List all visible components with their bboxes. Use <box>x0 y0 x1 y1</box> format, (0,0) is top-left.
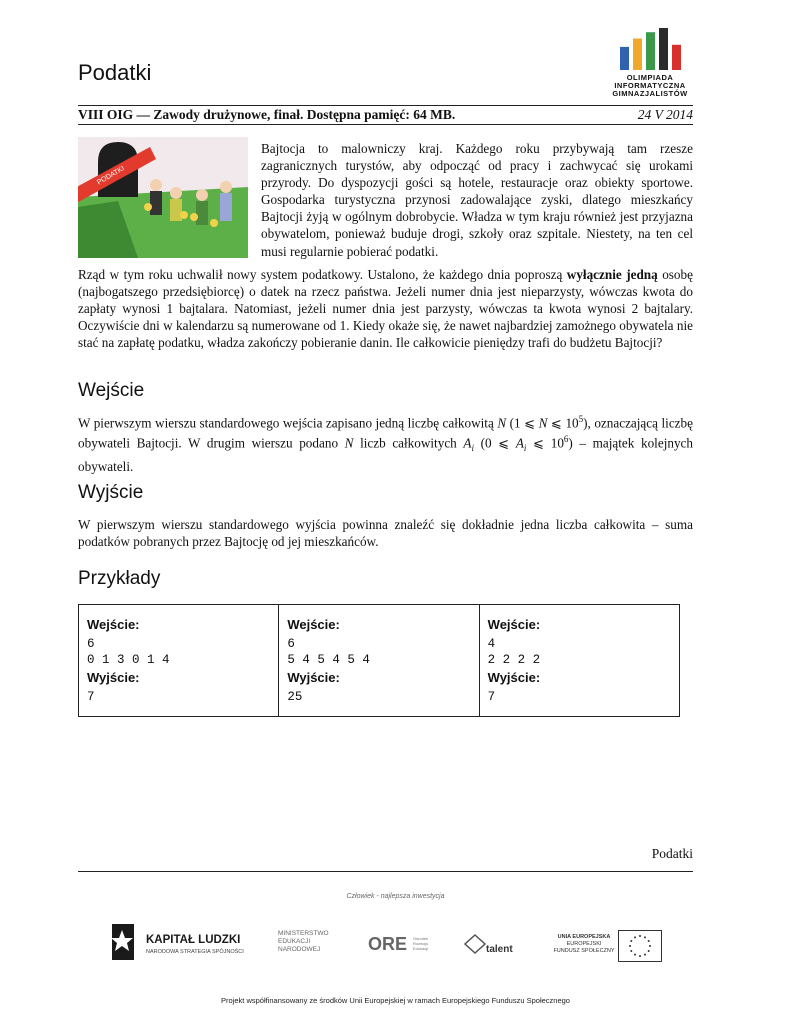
eu-star <box>648 940 650 942</box>
story-p2-after: osobę (najbogatszego przedsiębiorcę) o datek na rzecz państwa. Jeżeli numer dnia jest nieparzysty, wówczas kwota do zapłaty wynosi 1 bajtalara. Natomiast, jeżeli numer dnia jest parzysty, wówczas ta kwota wynosi 2 bajtalary. Oczywiście dni w kalendarzu są numerowane od 1. Kiedy okaże się, że nawet najbardziej zamożnego obywatela nie stać na zapłatę podatku, władza zakończy pobieranie danin. Ile całkowicie pieniędzy trafi do budżetu Bajtocji? <box>78 267 693 351</box>
talent-text: talent <box>486 944 513 955</box>
ore-small: Ośrodek Rozwoju Edukacji <box>413 936 429 951</box>
logo-line-3: GIMNAZJALISTÓW <box>612 89 688 98</box>
logo-bar <box>659 28 668 70</box>
illustration-drawing <box>78 137 248 258</box>
examples-table <box>78 604 680 717</box>
example-2 <box>279 605 479 716</box>
ministry-logo <box>278 930 329 954</box>
example-output: 25 <box>287 690 303 704</box>
contest-date: 24 V 2014 <box>637 107 693 122</box>
eu-star <box>634 936 636 938</box>
header-rule-top <box>78 105 693 106</box>
logo-bar <box>620 47 629 70</box>
examples-heading: Przykłady <box>78 568 161 589</box>
ore-text: ORE <box>368 934 408 954</box>
eu-line-3: FUNDUSZ SPOŁECZNY <box>553 948 615 954</box>
footer-note: Projekt współfinansowany ze środków Unii Europejskiej w ramach Europejskiego Funduszu Społecznego <box>221 996 570 1005</box>
talent-icon <box>464 934 486 954</box>
ministry-line-2: EDUKACJI <box>278 938 311 945</box>
logo-bar <box>646 32 655 70</box>
eu-star <box>644 936 646 938</box>
example-output-label: Wyjście: <box>287 670 340 685</box>
example-input-label: Wejście: <box>287 617 340 632</box>
example-output-label: Wyjście: <box>87 670 140 685</box>
eu-line-1: UNIA EUROPEJSKA <box>557 934 611 940</box>
oig-logo <box>610 26 690 98</box>
output-heading: Wyjście <box>78 482 144 503</box>
eu-star <box>639 935 641 937</box>
eu-star <box>634 954 636 956</box>
eu-line-2: EUROPEJSKI <box>566 941 602 947</box>
eu-label <box>552 934 616 955</box>
example-input-label: Wejście: <box>87 617 140 632</box>
ministry-line-1: MINISTERSTWO <box>278 930 329 937</box>
ore-logo <box>368 934 429 955</box>
example-input-label: Wejście: <box>487 617 541 632</box>
example-1 <box>79 605 279 716</box>
footer-tagline: Człowiek - najlepsza inwestycja <box>346 893 445 900</box>
eu-star <box>629 945 631 947</box>
eu-star <box>630 950 632 952</box>
eu-star <box>649 945 651 947</box>
kapital-ludzki-logo <box>108 920 248 968</box>
footer-rule <box>78 871 693 872</box>
input-description: W pierwszym wierszu standardowego wejścia zapisano jedną liczbę całkowitą N (1 ⩽ N ⩽ $10^5$), oznaczającą liczbę obywateli Bajtocji. W drugim wierszu podano N liczb całkowitych $A_i$ (0 ⩽ $A_i$ ⩽ $10^6$) – majątek kolejnych obywateli. <box>78 414 693 474</box>
eu-star <box>639 955 641 957</box>
story-p2-before: Rząd w tym roku uchwalił nowy system podatkowy. Ustalono, że każdego dnia poproszą <box>78 267 567 282</box>
example-input: 6 5 4 5 4 5 4 <box>287 637 370 667</box>
logo-bar <box>633 39 642 71</box>
eu-stars-icon <box>619 931 661 961</box>
banner-text: PODATKI <box>96 165 126 187</box>
logo-line-1: OLIMPIADA <box>626 73 674 82</box>
kapital-ludzki-icon <box>108 920 138 964</box>
example-input: 4 2 2 2 2 <box>487 637 541 667</box>
logo-bar <box>672 45 681 70</box>
example-3 <box>480 605 679 716</box>
output-description: W pierwszym wierszu standardowego wyjścia powinna znaleźć się dokładnie jedna liczba całkowita – suma podatków pobranych przez Bajtocję od jej mieszkańców. <box>78 517 693 550</box>
example-output-label: Wyjście: <box>487 670 541 685</box>
story-illustration <box>78 137 248 258</box>
eu-star <box>630 940 632 942</box>
logo-bars <box>610 26 690 70</box>
ministry-line-3: NARODOWEJ <box>278 946 321 953</box>
logo-text <box>610 74 690 98</box>
eu-star <box>648 950 650 952</box>
eu-flag <box>618 930 662 962</box>
story-intro: Bajtocja to malowniczy kraj. Każdego roku przybywają tam rzesze zagranicznych turystów, aby odpocząć od pracy i zachwycać się urokami przyrody. Do dyspozycji gości są hotele, restauracje oraz obiekty sportowe. Gospodarka turystyczna przynosi zadowalające zyski, dlatego mieszkańcy Bajtocji żyją w ogólnym dobrobycie. Władza w tym kraju również jest przyjazna obywatelom, ponieważ buduje drogi, szkoły oraz szpitale. Niestety, na ten cel musi regularnie pobierać podatki. <box>261 141 693 259</box>
example-input: 6 0 1 3 0 1 4 <box>87 637 170 667</box>
input-heading: Wejście <box>78 380 145 401</box>
footer-page-word: Podatki <box>651 846 693 861</box>
header-rule-bottom <box>78 124 693 125</box>
example-output: 7 <box>487 690 496 704</box>
contest-info: VIII OIG — Zawody drużynowe, finał. Dostępna pamięć: 64 MB. <box>78 107 456 122</box>
kapital-subtitle: NARODOWA STRATEGIA SPÓJNOŚCI <box>146 949 244 955</box>
example-output: 7 <box>87 690 95 704</box>
kapital-title: KAPITAŁ LUDZKI <box>146 934 241 946</box>
eu-star <box>644 954 646 956</box>
story-p2-bold: wyłącznie jedną <box>566 267 658 282</box>
talent-logo <box>464 934 513 959</box>
logo-line-2: INFORMATYCZNA <box>614 81 686 90</box>
story-paragraph-2 <box>78 266 693 351</box>
page-title: Podatki <box>78 60 152 85</box>
